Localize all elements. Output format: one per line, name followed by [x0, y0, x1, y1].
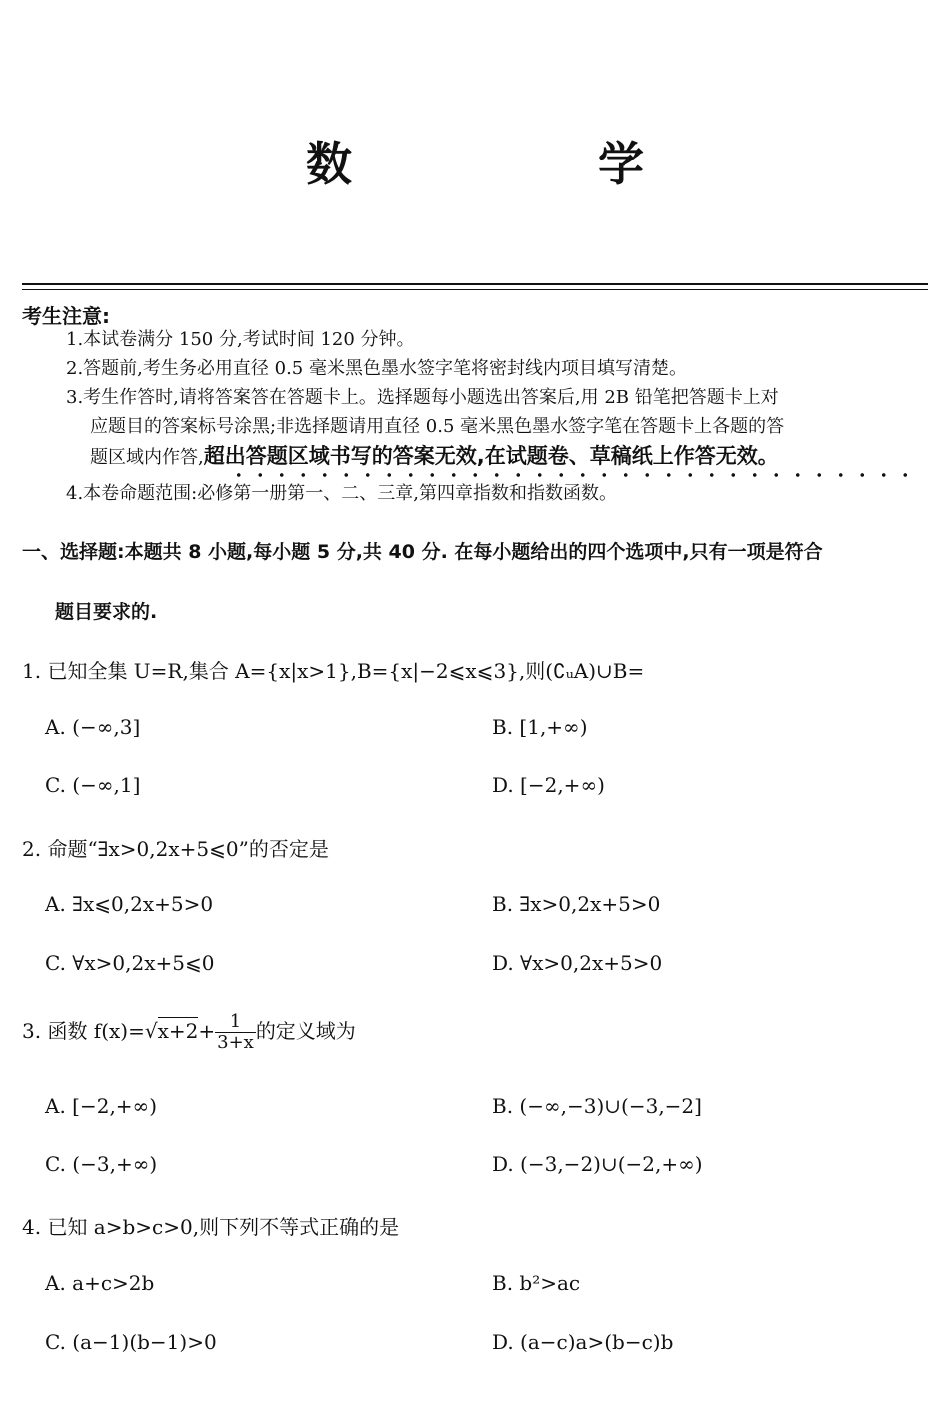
question-1-option-b: B. [1,+∞)	[492, 715, 588, 739]
section-heading-line-1: 一、选择题:本题共 8 小题,每小题 5 分,共 40 分. 在每小题给出的四个选项中,只有一项是符合	[22, 541, 823, 563]
question-3-option-c: C. (−3,+∞)	[45, 1152, 158, 1176]
question-1-option-d: D. [−2,+∞)	[492, 773, 605, 797]
question-4-option-c: C. (a−1)(b−1)>0	[45, 1330, 217, 1354]
notice-item-3-emphasis: 超出答题区域书写的答案无效,在试题卷、草稿纸上作答无效。	[203, 444, 779, 468]
emphasis-dots	[228, 472, 908, 478]
question-4-stem: 4. 已知 a>b>c>0,则下列不等式正确的是	[22, 1215, 400, 1239]
section-heading-line-2: 题目要求的.	[55, 601, 158, 623]
question-3-fraction	[215, 1012, 256, 1053]
notice-item-4: 4.本卷命题范围:必修第一册第一、二、三章,第四章指数和指数函数。	[66, 483, 617, 504]
notice-item-1: 1.本试卷满分 150 分,考试时间 120 分钟。	[66, 329, 415, 350]
question-2-option-a: A. ∃x⩽0,2x+5>0	[45, 892, 214, 916]
question-2-option-b: B. ∃x>0,2x+5>0	[492, 892, 661, 916]
question-4-option-d: D. (a−c)a>(b−c)b	[492, 1330, 674, 1354]
header-rule-thick	[22, 283, 928, 285]
question-3-option-b: B. (−∞,−3)∪(−3,−2]	[492, 1094, 702, 1118]
question-4-option-b: B. b²>ac	[492, 1271, 581, 1295]
header-rule-thin	[22, 289, 928, 290]
question-1-option-c: C. (−∞,1]	[45, 773, 141, 797]
question-4-option-a: A. a+c>2b	[45, 1271, 155, 1295]
question-2-option-c: C. ∀x>0,2x+5⩽0	[45, 951, 215, 975]
notice-item-3-line-2: 应题目的答案标号涂黑;非选择题请用直径 0.5 毫米黑色墨水签字笔在答题卡上各题的答	[90, 416, 785, 437]
question-3-radicand: x+2	[157, 1019, 199, 1043]
question-3-plus: +	[198, 1019, 216, 1043]
question-3-stem	[22, 1012, 356, 1053]
fraction-numerator: 1	[215, 1012, 256, 1033]
question-3-stem-suffix: 的定义域为	[255, 1019, 356, 1043]
page-title: 数 学	[306, 137, 744, 191]
question-2-stem: 2. 命题“∃x>0,2x+5⩽0”的否定是	[22, 837, 329, 861]
question-3-option-d: D. (−3,−2)∪(−2,+∞)	[492, 1152, 703, 1176]
notice-item-2: 2.答题前,考生务必用直径 0.5 毫米黑色墨水签字笔将密封线内项目填写清楚。	[66, 358, 687, 379]
notice-heading: 考生注意:	[22, 304, 110, 328]
question-3-stem-prefix: 3. 函数 f(x)=√	[22, 1019, 158, 1043]
notice-item-3-line-1: 3.考生作答时,请将答案答在答题卡上。选择题每小题选出答案后,用 2B 铅笔把答题卡上对	[66, 387, 779, 408]
question-1-stem: 1. 已知全集 U=R,集合 A={x|x>1},B={x|−2⩽x⩽3},则(∁ᵤA)∪B=	[22, 659, 645, 683]
fraction-denominator: 3+x	[217, 1032, 254, 1053]
notice-item-3-plain: 题区域内作答,	[90, 447, 204, 468]
question-1-option-a: A. (−∞,3]	[45, 715, 141, 739]
question-2-option-d: D. ∀x>0,2x+5>0	[492, 951, 663, 975]
question-3-option-a: A. [−2,+∞)	[45, 1094, 158, 1118]
notice-item-3-line-3	[90, 445, 779, 469]
